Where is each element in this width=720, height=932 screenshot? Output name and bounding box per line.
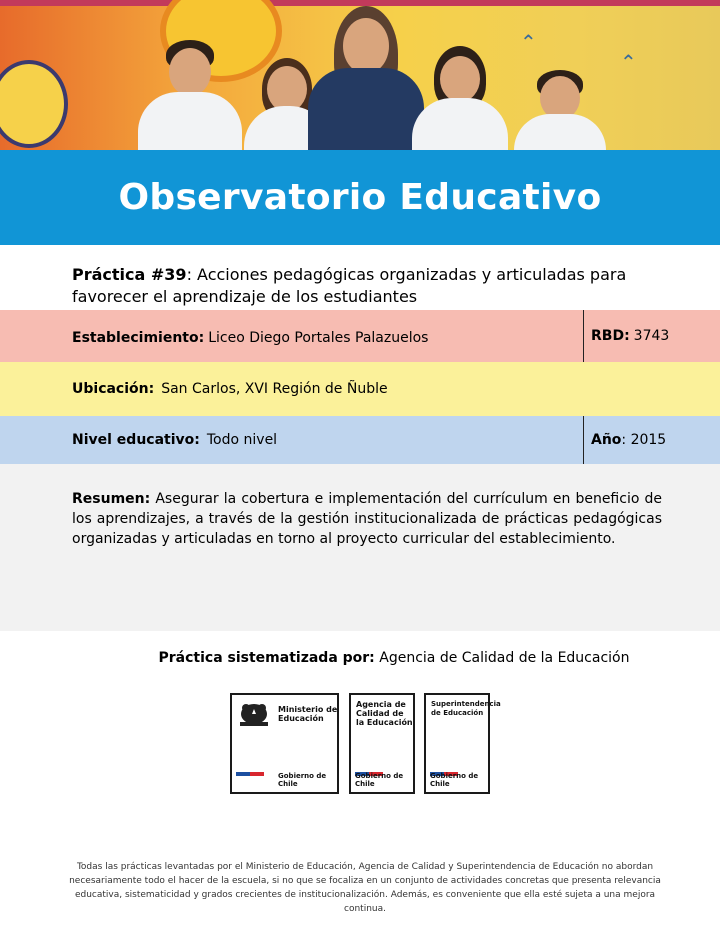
- mural-bird: ⌃: [520, 30, 537, 54]
- logo-title: Agencia de Calidad de la Educación: [356, 700, 413, 727]
- summary-label: Resumen:: [72, 491, 151, 507]
- year-value: : 2015: [621, 432, 667, 448]
- establishment-row: [0, 310, 720, 362]
- systematized-value: Agencia de Calidad de la Educación: [379, 650, 630, 666]
- location-row: [0, 362, 720, 416]
- mural-bee: [0, 60, 68, 148]
- coat-of-arms-icon: [237, 700, 271, 728]
- logo-footer: Gobierno de Chile: [430, 772, 479, 788]
- logo-title: Superintendencia de Educación: [431, 700, 501, 717]
- ministerio-logo: [230, 693, 339, 794]
- systematized-label: Práctica sistematizada por:: [158, 650, 375, 666]
- student-figure: [138, 40, 242, 150]
- level-row: [0, 416, 720, 464]
- systematized-by: [0, 650, 720, 666]
- teacher-figure: [308, 6, 424, 150]
- practice-number: Práctica #39: [72, 265, 187, 284]
- mural-bird: ⌃: [620, 50, 637, 74]
- practice-title: : Acciones pedagógicas organizadas y articuladas para favorecer el aprendizaje de los estudiantes: [72, 265, 627, 306]
- logo-flag-stripe: [236, 772, 264, 776]
- footer-note: Todas las prácticas levantadas por el Ministerio de Educación, Agencia de Calidad y Superintendencia de Educación no abordan necesariamente todo el hacer de la escuela, si no que se focaliza en un conjunto de actividades concretas que presenta relevancia educativa, sistematicidad y grados crecientes de institucionalización. Además, es conveniente que ella esté sujeta a una mejora continua.: [69, 862, 661, 914]
- establishment-label: Establecimiento:: [72, 330, 205, 346]
- row-divider: [583, 310, 584, 362]
- logo-title: Ministerio de Educación: [278, 705, 338, 723]
- student-figure: [412, 46, 508, 150]
- practice-heading: [72, 264, 672, 308]
- year-label: Año: [591, 432, 622, 448]
- logo-footer: Gobierno de Chile: [355, 772, 404, 788]
- title-band: [0, 150, 720, 245]
- level-value: Todo nivel: [206, 432, 278, 448]
- student-figure: [514, 70, 606, 150]
- agencia-logo: [349, 693, 415, 794]
- summary: [72, 489, 662, 549]
- location-label: Ubicación:: [72, 381, 155, 397]
- page-title: Observatorio Educativo: [118, 177, 602, 218]
- header-photo: [0, 0, 720, 150]
- rbd-label: RBD:: [591, 328, 630, 344]
- superintendencia-logo: [424, 693, 501, 794]
- location-value: San Carlos, XVI Región de Ñuble: [161, 381, 388, 397]
- establishment-value: Liceo Diego Portales Palazuelos: [208, 330, 429, 346]
- row-divider: [583, 416, 584, 464]
- level-label: Nivel educativo:: [72, 432, 200, 448]
- summary-text: Asegurar la cobertura e implementación del currículum en beneficio de los aprendizajes, a través de la gestión institucionalizada de prácticas pedagógicas organizadas y articuladas en torno al proyecto curricular del establecimiento.: [72, 491, 663, 547]
- logo-footer: Gobierno de Chile: [278, 772, 327, 788]
- rbd-value: 3743: [633, 328, 670, 344]
